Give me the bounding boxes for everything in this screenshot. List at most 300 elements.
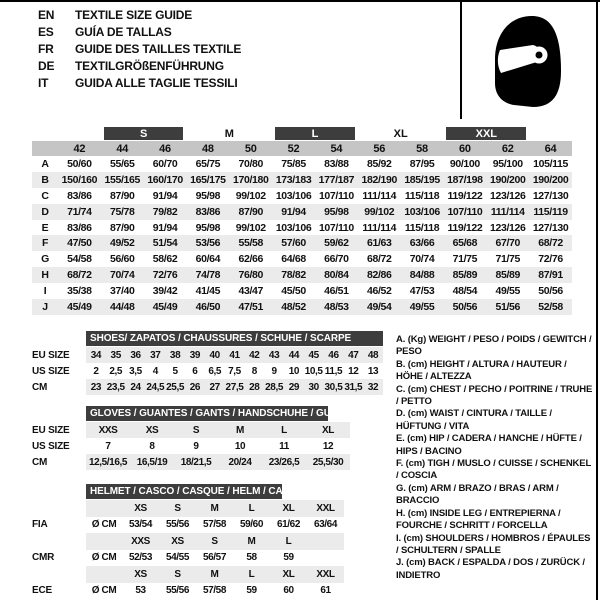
measure-value-cell: 103/106 [401, 204, 444, 220]
measure-value-cell: 50/56 [538, 285, 563, 298]
shoes-value-cell: 48 [363, 347, 383, 363]
size-group-xxl: XXL [446, 127, 526, 140]
helmet-value-cell: 55/56 [165, 519, 190, 531]
measure-value-cell: 70/80 [238, 157, 263, 170]
shoes-value-cell: 27 [205, 379, 225, 395]
measure-value-cell: 45/50 [281, 285, 306, 298]
legend-item-b: B. (cm) HEIGHT / ALTURA / HAUTEUR / HÖHE / ALTEZZA [396, 358, 567, 383]
measure-value-cell: 48/54 [452, 285, 478, 298]
shoes-value-cell: 28,5 [264, 379, 284, 395]
language-code: EN [38, 8, 55, 22]
helmet-size-header-cell: XXS [122, 533, 159, 550]
helmet-size-header-cell: XS [159, 533, 196, 550]
measure-value-cell: 51/54 [144, 235, 187, 251]
helmet-value-cell: 53/54 [128, 519, 153, 531]
size-header-cell: 48 [186, 141, 229, 156]
measure-value-cell: 95/98 [195, 189, 221, 202]
measure-value-cell: 68/72 [529, 235, 572, 251]
shoes-size-table [32, 331, 383, 395]
measure-value-cell: 44/48 [101, 299, 144, 315]
measure-value-cell: 64/68 [281, 253, 306, 266]
gloves-row-label: EU SIZE [32, 424, 70, 436]
measure-value-cell: 95/98 [315, 204, 358, 220]
language-title: GUÍA DE TALLAS [75, 25, 172, 39]
measure-value-cell: 99/102 [358, 204, 401, 220]
measure-value-cell: 46/50 [186, 299, 229, 315]
measure-value-cell: 60/70 [152, 157, 178, 170]
measure-value-cell: 95/98 [195, 221, 221, 234]
shoes-value-cell: 27,5 [225, 379, 245, 395]
measure-value-cell: 49/54 [358, 299, 401, 315]
measure-value-cell: 65/68 [443, 235, 486, 251]
measure-value-cell: 85/92 [366, 157, 392, 170]
measure-value-cell: 76/80 [229, 267, 272, 283]
gloves-value-cell: L [262, 422, 306, 438]
gloves-row-label: US SIZE [32, 440, 70, 452]
helmet-unit-cell: Ø CM [91, 552, 117, 564]
shoes-value-cell: 47 [343, 347, 363, 363]
size-header-cell: 46 [144, 141, 187, 156]
measure-value-cell: 87/91 [529, 267, 572, 283]
measure-value-cell: 71/74 [58, 204, 101, 220]
measure-value-cell: 84/88 [401, 267, 444, 283]
textile-size-table [32, 126, 572, 315]
helmet-size-table [32, 484, 344, 599]
helmet-size-header-cell: XXL [307, 566, 344, 583]
shoes-value-cell: 2 [93, 365, 99, 377]
helmet-size-row-spacer [32, 566, 86, 583]
measure-row-label: E [41, 221, 49, 234]
legend-item-h: H. (cm) INSIDE LEG / ENTREPIERNA / FOURCHE / SCHRITT / FORCELLA [396, 507, 561, 532]
measure-value-cell: 43/47 [238, 285, 263, 298]
helmet-size-header-cell: XXL [307, 500, 344, 517]
shoes-value-cell: 26 [185, 379, 205, 395]
language-title: TEXTILE SIZE GUIDE [75, 8, 193, 22]
helmet-value-cell: 57/58 [202, 585, 227, 597]
measure-value-cell: 68/72 [58, 267, 101, 283]
gloves-value-cell: 7 [105, 440, 111, 452]
size-header-cell: 52 [272, 141, 315, 156]
helmet-value-cell: 61 [320, 585, 331, 597]
helmet-unit-cell: Ø CM [91, 585, 117, 597]
measure-value-cell: 59/62 [315, 235, 358, 251]
right-border-line [596, 0, 598, 600]
measure-value-cell: 95/100 [492, 157, 523, 170]
shoes-value-cell: 40 [205, 347, 225, 363]
language-code: ES [38, 25, 54, 39]
gloves-value-cell: 10 [234, 440, 246, 452]
helmet-value-cell: 59 [246, 585, 257, 597]
shoes-value-cell: 43 [264, 347, 284, 363]
measure-value-cell: 63/66 [401, 235, 444, 251]
measure-value-cell: 60/64 [195, 253, 221, 266]
shoes-value-cell: 29 [284, 379, 304, 395]
gloves-value-cell: 12,5/16,5 [86, 454, 130, 470]
language-row [38, 24, 241, 41]
measure-value-cell: 119/122 [447, 189, 483, 202]
helmet-size-header-cell: M [196, 566, 233, 583]
top-border-line [0, 0, 600, 2]
measure-value-cell: 70/74 [409, 253, 435, 266]
measure-value-cell: 37/40 [109, 285, 135, 298]
helmet-value-cell: 59/60 [239, 519, 264, 531]
shoes-row-label: US SIZE [32, 365, 70, 377]
measure-value-cell: 182/190 [358, 172, 401, 188]
helmet-size-header-cell: S [196, 533, 233, 550]
shoes-value-cell: 24 [126, 379, 146, 395]
shoes-value-cell: 42 [244, 347, 264, 363]
measure-value-cell: 72/76 [538, 253, 563, 266]
size-header-cell: 62 [486, 141, 529, 156]
measure-value-cell: 49/55 [495, 285, 520, 298]
measure-value-cell: 123/126 [489, 189, 526, 202]
measure-value-cell: 45/49 [144, 299, 187, 315]
measure-value-cell: 115/118 [404, 221, 440, 234]
measure-value-cell: 47/51 [229, 299, 272, 315]
size-header-cell: 54 [315, 141, 358, 156]
helmet-standard-label: CMR [32, 552, 55, 564]
measure-value-cell: 48/52 [272, 299, 315, 315]
size-header-cell: 50 [229, 141, 272, 156]
helmet-size-row-spacer [32, 500, 86, 517]
language-title: GUIDE DES TAILLES TEXTILE [75, 42, 242, 56]
helmet-value-cell: 63/64 [313, 519, 338, 531]
measure-value-cell: 91/94 [152, 189, 178, 202]
shoes-value-cell: 46 [324, 347, 344, 363]
gloves-value-cell: XL [306, 422, 350, 438]
helmet-value-cell: 53 [135, 585, 146, 597]
measure-value-cell: 68/72 [366, 253, 392, 266]
measure-row-label: I [43, 285, 47, 298]
helmet-size-header-cell: XL [270, 500, 307, 517]
measure-value-cell: 75/78 [101, 204, 144, 220]
measure-value-cell: 50/56 [443, 299, 486, 315]
gloves-table-grid [32, 422, 350, 470]
shoes-value-cell: 36 [126, 347, 146, 363]
measure-row-label: G [41, 253, 49, 266]
measure-row-label: F [32, 235, 58, 251]
shoes-value-cell: 35 [106, 347, 126, 363]
size-header-cell: 58 [401, 141, 444, 156]
shoes-value-cell: 41 [225, 347, 245, 363]
helmet-value-cell [307, 550, 344, 567]
legend-item-e: E. (cm) HIP / CADERA / HANCHE / HÜFTE / HIPS / BACINO [396, 433, 582, 457]
gloves-value-cell: M [218, 422, 262, 438]
shoes-value-cell: 24,5 [145, 379, 165, 395]
gloves-value-cell: 11 [279, 440, 289, 452]
size-header-cell: 56 [358, 141, 401, 156]
measure-value-cell: 105/115 [533, 157, 569, 170]
measure-value-cell: 80/84 [315, 267, 358, 283]
shoes-value-cell: 45 [304, 347, 324, 363]
helmet-value-cell: 60 [283, 585, 294, 597]
measure-row-label: H [32, 267, 58, 283]
measure-value-cell: 71/75 [495, 253, 520, 266]
helmet-size-header-cell: XL [270, 566, 307, 583]
shoes-row-label: EU SIZE [32, 349, 70, 361]
measure-value-cell: 119/122 [447, 221, 483, 234]
measure-value-cell: 150/160 [58, 172, 101, 188]
legend-item-f: F. (cm) TIGH / MUSLO / CUISSE / SCHENKEL / COSCIA [396, 458, 591, 482]
gloves-table-title: GLOVES / GUANTES / GANTS / HANDSCHUHE / GUANTI [86, 406, 328, 421]
helmet-standard-label: FIA [32, 519, 48, 531]
language-header [38, 7, 241, 92]
measure-value-cell: 39/42 [152, 285, 178, 298]
shoes-value-cell: 2,5 [109, 365, 123, 377]
measure-value-cell: 87/90 [109, 221, 135, 234]
measure-value-cell: 111/114 [362, 221, 397, 234]
language-code: FR [38, 42, 54, 56]
helmet-size-header-cell [307, 533, 344, 550]
measure-value-cell: 190/200 [486, 172, 529, 188]
legend-item-a: A. (Kg) WEIGHT / PESO / POIDS / GEWITCH / PESO [396, 334, 592, 358]
language-row [38, 41, 241, 58]
gloves-value-cell: 9 [193, 440, 199, 452]
measure-value-cell: 103/106 [275, 221, 312, 234]
helmet-value-cell: 56/57 [202, 552, 227, 564]
legend-item-g: G. (cm) ARM / BRAZO / BRAS / ARM / BRACCIO [396, 482, 559, 507]
measure-value-cell: 103/106 [275, 189, 312, 202]
helmet-size-header-cell: XS [122, 500, 159, 517]
measure-value-cell: 165/175 [186, 172, 229, 188]
racing-helmet-icon [487, 13, 567, 109]
gloves-value-cell: 18/21,5 [174, 454, 218, 470]
measure-value-cell: 83/86 [67, 221, 92, 234]
measure-value-cell: 107/110 [318, 189, 354, 202]
measure-value-cell: 70/74 [101, 267, 144, 283]
size-group-m: M [224, 127, 234, 140]
shoes-value-cell: 37 [145, 347, 165, 363]
helmet-size-header-cell: L [233, 566, 270, 583]
shoes-value-cell: 23,5 [106, 379, 126, 395]
measure-value-cell: 54/58 [67, 253, 92, 266]
measure-value-cell: 111/114 [486, 204, 529, 220]
shoes-value-cell: 8 [251, 365, 257, 377]
shoes-table-title: SHOES/ ZAPATOS / CHAUSSURES / SCHUHE / SCARPE [86, 331, 383, 346]
language-row [38, 75, 241, 92]
measure-value-cell: 87/90 [109, 189, 135, 202]
measure-value-cell: 177/187 [315, 172, 358, 188]
helmet-table-grid [32, 500, 344, 599]
shoes-value-cell: 13 [367, 365, 379, 377]
shoes-value-cell: 6 [192, 365, 198, 377]
measure-row-label: D [32, 204, 58, 220]
measure-row-label: J [32, 299, 58, 315]
helmet-value-cell: 55/56 [165, 585, 190, 597]
gloves-value-cell: XS [130, 422, 174, 438]
helmet-table-title: HELMET / CASCO / CASQUE / HELM / CASCO [86, 484, 282, 499]
language-row [38, 7, 241, 24]
helmet-size-row-unit-spacer [86, 500, 122, 517]
size-group-l: L [275, 127, 355, 140]
shoes-value-cell: 7,5 [228, 365, 241, 377]
helmet-unit-cell: Ø CM [91, 519, 117, 531]
measure-value-cell: 71/75 [452, 253, 478, 266]
measure-value-cell: 85/89 [486, 267, 529, 283]
measure-row-label: C [41, 189, 49, 202]
shoes-value-cell: 23 [86, 379, 106, 395]
shoes-value-cell: 38 [165, 347, 185, 363]
shoes-value-cell: 11,5 [324, 365, 343, 377]
helmet-size-header-cell: M [233, 533, 270, 550]
shoes-value-cell: 30 [304, 379, 324, 395]
size-group-s: S [104, 127, 184, 140]
measure-value-cell: 53/56 [186, 235, 229, 251]
measure-value-cell: 67/70 [486, 235, 529, 251]
shoes-value-cell: 4 [152, 365, 158, 377]
measure-value-cell: 107/110 [443, 204, 486, 220]
language-title: GUIDA ALLE TAGLIE TESSILI [75, 76, 238, 90]
shoes-value-cell: 30,5 [324, 379, 344, 395]
measure-value-cell: 115/119 [529, 204, 572, 220]
measure-value-cell: 78/82 [272, 267, 315, 283]
shoes-value-cell: 5 [172, 365, 178, 377]
measure-value-cell: 127/130 [532, 189, 569, 202]
helmet-value-cell: 58 [246, 552, 257, 564]
helmet-size-header-cell: S [159, 500, 196, 517]
gloves-size-table [32, 406, 354, 470]
measure-value-cell: 49/52 [101, 235, 144, 251]
measure-value-cell: 56/60 [109, 253, 135, 266]
logo-divider-line [460, 0, 462, 119]
measure-value-cell: 79/82 [144, 204, 187, 220]
measure-value-cell: 170/180 [229, 172, 272, 188]
language-row [38, 58, 241, 75]
measure-value-cell: 185/195 [401, 172, 444, 188]
measure-value-cell: 47/50 [58, 235, 101, 251]
measure-value-cell: 41/45 [195, 285, 221, 298]
measure-value-cell: 46/51 [324, 285, 349, 298]
gloves-row-label: CM [32, 456, 48, 468]
measure-value-cell: 52/58 [529, 299, 572, 315]
helmet-size-row-unit-spacer [86, 533, 122, 550]
measure-value-cell: 75/85 [281, 157, 306, 170]
legend-item-c: C. (cm) CHEST / PECHO / POITRINE / TRUHE / PETTO [396, 383, 593, 408]
measure-value-cell: 155/165 [101, 172, 144, 188]
gloves-value-cell: 8 [149, 440, 155, 452]
measure-value-cell: 83/86 [186, 204, 229, 220]
size-row-corner [32, 141, 58, 156]
measure-value-cell: 87/90 [229, 204, 272, 220]
shoes-value-cell: 25,5 [165, 379, 185, 395]
helmet-size-row-unit-spacer [86, 566, 122, 583]
measure-value-cell: 46/52 [366, 285, 392, 298]
language-code: IT [38, 76, 49, 90]
shoes-value-cell: 10,5 [304, 365, 323, 377]
shoes-row-label: CM [32, 381, 48, 393]
shoes-value-cell: 44 [284, 347, 304, 363]
measure-value-cell: 160/170 [144, 172, 187, 188]
size-header-cell: 64 [529, 141, 572, 156]
shoes-value-cell: 34 [86, 347, 106, 363]
gloves-value-cell: 20/24 [218, 454, 262, 470]
helmet-size-header-cell: XS [122, 566, 159, 583]
measure-value-cell: 61/63 [358, 235, 401, 251]
measure-value-cell: 127/130 [532, 221, 569, 234]
size-header-cell: 44 [101, 141, 144, 156]
measure-value-cell: 45/49 [58, 299, 101, 315]
gloves-value-cell: 25,5/30 [306, 454, 350, 470]
shoes-value-cell: 12 [348, 365, 359, 377]
measure-value-cell: 65/75 [195, 157, 221, 170]
measure-value-cell: 123/126 [489, 221, 526, 234]
measure-row-label: A [41, 157, 49, 170]
measure-value-cell: 83/88 [324, 157, 349, 170]
measure-value-cell: 57/60 [272, 235, 315, 251]
measure-value-cell: 190/200 [529, 172, 572, 188]
measure-value-cell: 99/102 [235, 221, 266, 234]
measure-value-cell: 87/95 [409, 157, 435, 170]
shoes-value-cell: 31,5 [343, 379, 363, 395]
helmet-size-header-cell: M [196, 500, 233, 517]
shoes-value-cell: 32 [363, 379, 383, 395]
measure-value-cell: 99/102 [235, 189, 266, 202]
measurement-legend [396, 334, 594, 582]
shoes-value-cell: 6,5 [208, 365, 222, 377]
helmet-value-cell: 57/58 [202, 519, 227, 531]
helmet-size-header-cell: L [270, 533, 307, 550]
size-header-cell: 60 [443, 141, 486, 156]
size-group-xl: XL [393, 127, 408, 140]
shoes-value-cell: 3,5 [129, 365, 142, 377]
measure-value-cell: 55/58 [229, 235, 272, 251]
gloves-value-cell: 12 [322, 440, 334, 452]
measure-value-cell: 111/114 [362, 189, 397, 202]
gloves-value-cell: XXS [86, 422, 130, 438]
measure-value-cell: 62/66 [238, 253, 263, 266]
gloves-value-cell: 16,5/19 [130, 454, 174, 470]
helmet-value-cell: 59 [283, 552, 294, 564]
measure-value-cell: 173/183 [272, 172, 315, 188]
measure-value-cell: 50/60 [67, 157, 92, 170]
measure-value-cell: 48/53 [315, 299, 358, 315]
measure-row-label: B [32, 172, 58, 188]
helmet-standard-label: ECE [32, 585, 52, 597]
helmet-size-header-cell: L [233, 500, 270, 517]
legend-item-j: J. (cm) BACK / ESPALDA / DOS / ZURÜCK / INDIETRO [396, 557, 585, 581]
measure-value-cell: 74/78 [186, 267, 229, 283]
measure-value-cell: 107/110 [318, 221, 354, 234]
measure-value-cell: 85/89 [443, 267, 486, 283]
measure-value-cell: 82/86 [358, 267, 401, 283]
measure-value-cell: 55/65 [109, 157, 135, 170]
measure-value-cell: 91/94 [152, 221, 178, 234]
measure-value-cell: 187/198 [443, 172, 486, 188]
shoes-value-cell: 39 [185, 347, 205, 363]
size-header-cell: 42 [58, 141, 101, 156]
measure-value-cell: 58/62 [152, 253, 178, 266]
shoes-value-cell: 28 [244, 379, 264, 395]
measure-value-cell: 66/70 [324, 253, 349, 266]
helmet-value-cell: 52/53 [128, 552, 153, 564]
legend-item-i: I. (cm) SHOULDERS / HOMBROS / ÉPAULES / SCHULTERN / SPALLE [396, 532, 591, 556]
measure-value-cell: 91/94 [272, 204, 315, 220]
gloves-value-cell: 23/26,5 [262, 454, 306, 470]
language-code: DE [38, 59, 55, 73]
language-title: TEXTILGRÖßENFÜHRUNG [75, 59, 224, 73]
legend-item-d: D. (cm) WAIST / CINTURA / TAILLE / HÜFTUNG / VITA [396, 408, 552, 432]
measure-value-cell: 90/100 [449, 157, 480, 170]
measure-value-cell: 72/76 [144, 267, 187, 283]
shoes-value-cell: 9 [271, 365, 277, 377]
shoes-table-grid [32, 347, 383, 395]
helmet-size-row-spacer [32, 533, 86, 550]
gloves-value-cell: S [174, 422, 218, 438]
measure-value-cell: 35/38 [67, 285, 92, 298]
shoes-value-cell: 10 [288, 365, 300, 377]
measure-value-cell: 47/53 [409, 285, 435, 298]
measure-value-cell: 49/55 [401, 299, 444, 315]
